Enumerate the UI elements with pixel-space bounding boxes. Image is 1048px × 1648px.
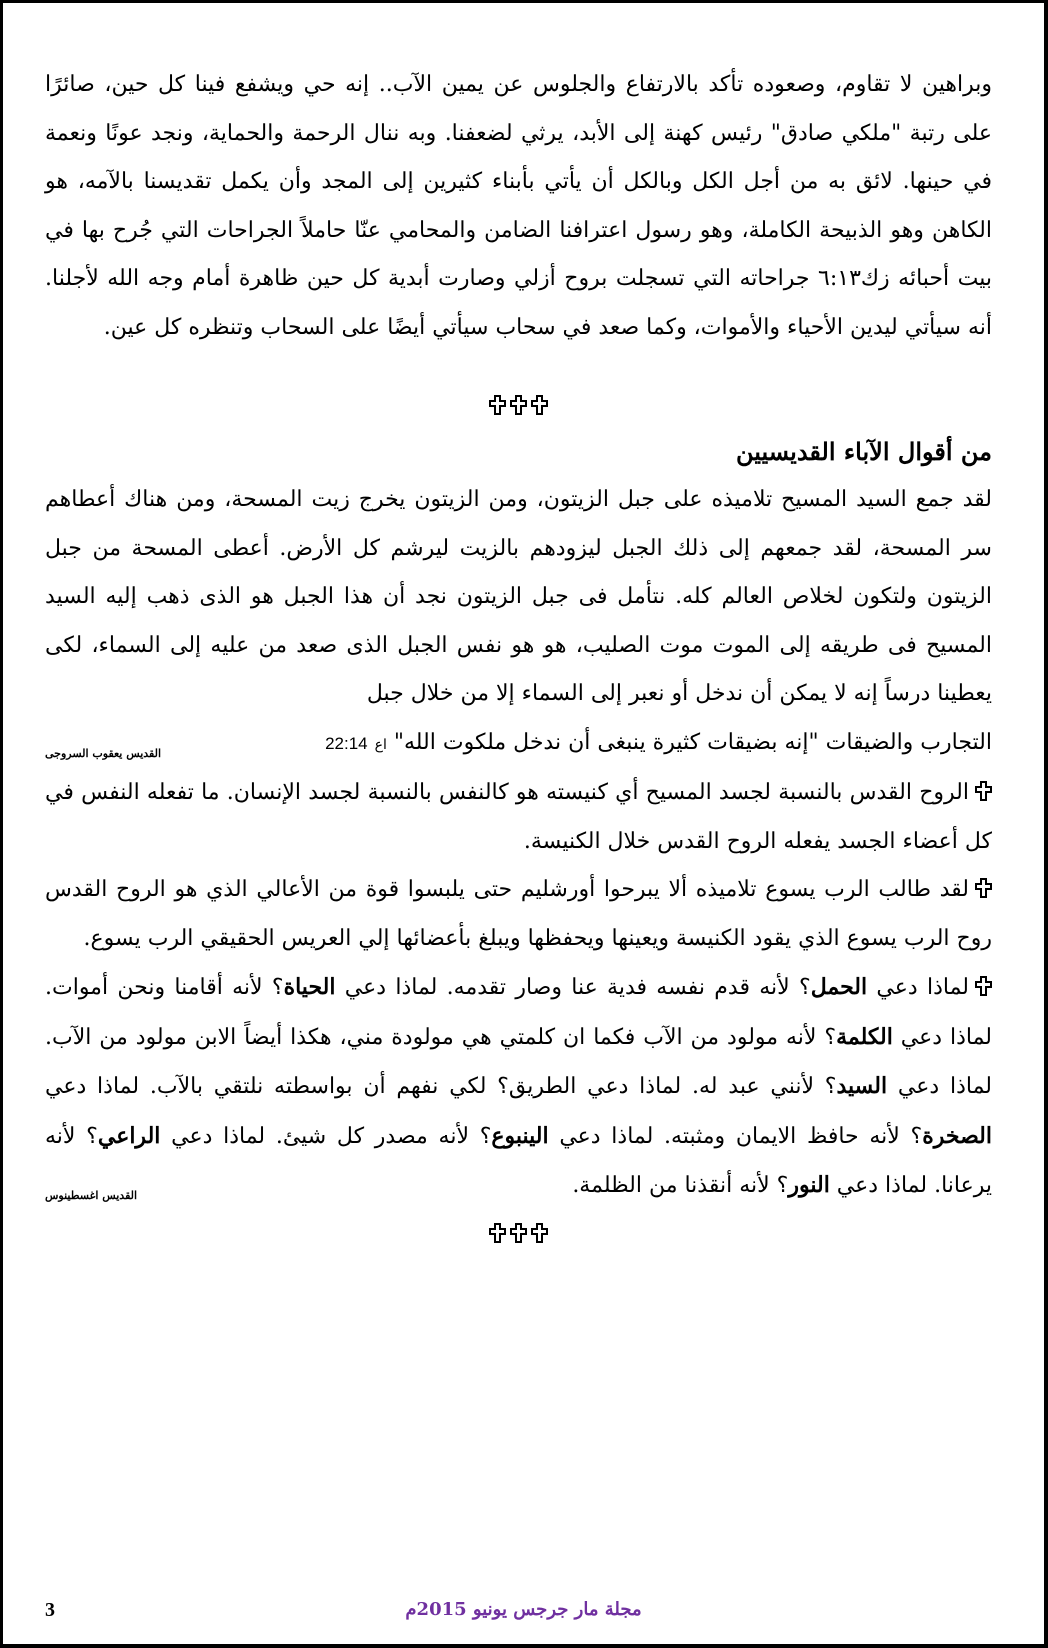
quote-jerusalem-text: لقد طالب الرب يسوع تلاميذه ألا يبرحوا أورشليم حتى يلبسوا قوة من الأعالي الذي هو الروح القدس روح الرب يسوع الذي يقود الكنيسة ويعينها ويحفظها ويبلغ بأعضائها إلي العريس الحقيقي الرب يسوع.	[45, 877, 992, 951]
quote-segment: ؟ لأنه أقامنا ونحن أموات. لماذا دعي	[45, 975, 992, 1050]
page-number: 3	[45, 1599, 55, 1621]
quote-sarugi	[45, 476, 992, 719]
quote-holy-spirit-body-text: الروح القدس بالنسبة لجسد المسيح أي كنيسته هو كالنفس بالنسبة لجسد الإنسان. ما تفعله النفس في كل أعضاء الجسد يفعله الروح القدس خلال الكنيسة.	[45, 780, 992, 854]
cross-icon	[531, 1223, 548, 1243]
quote-names-of-christ	[45, 963, 992, 1211]
attribution-augustine: القديس اغسطينوس	[45, 1188, 138, 1202]
quote-segment: ؟ لأنه مولود من الآب فكما ان كلمتي هي مولودة مني، هكذا أيضاً الابن مولود من الآب. لماذا دعي	[45, 1024, 992, 1099]
quote-segment: ؟ لأنه يرعانا. لماذا دعي	[45, 1123, 992, 1198]
keyword-title: الحياة	[283, 974, 336, 1000]
quote-sarugi-last-text: التجارب والضيقات "إنه بضيقات كثيرة ينبغى أن ندخل ملكوت الله"	[393, 729, 992, 755]
cross-icon	[510, 395, 527, 415]
quote-segment: ؟ لأنني عبد له. لماذا دعي الطريق؟ لكي نفهم أن بواسطته نلتقي بالآب. لماذا دعي	[45, 1074, 837, 1099]
cross-bullet-icon	[975, 781, 992, 801]
quote-segment: ؟ لأنه أنقذنا من الظلمة.	[572, 1173, 789, 1198]
quote-segment: لماذا دعي	[867, 975, 969, 1000]
cross-bullet-icon	[975, 878, 992, 898]
quote-jerusalem	[45, 866, 992, 963]
keyword-title: السيد	[836, 1073, 888, 1099]
page-footer	[3, 1599, 1044, 1629]
keyword-title: الحمل	[810, 974, 868, 1000]
quote-sarugi-last-line	[45, 719, 992, 770]
keyword-title: الكلمة	[836, 1023, 893, 1050]
quote-segment: ؟ لأنه مصدر كل شيئ. لماذا دعي	[160, 1123, 492, 1149]
scripture-book: اع	[374, 736, 387, 753]
attribution-sarugi: القديس يعقوب السروجى	[45, 747, 162, 760]
intro-paragraph: وبراهين لا تقاوم، وصعوده تأكد بالارتفاع والجلوس عن يمين الآب.. إنه حي ويشفع فينا كل حين، صائرًا على رتبة "ملكي صادق" رئيس كهنة إلى الأبد، يرثي لضعفنا. وبه ننال الرحمة والحماية، ونجد عونًا ونعمة في حينها. لائق به من أجل الكل وبالكل أن يأتي بأبناء كثيرين إلى المجد وأن يكمل تقديسنا بالآمه، هو الكاهن وهو الذبيحة الكاملة، وهو رسول اعترافنا الضامن والمحامي عنّا حاملاً الجراحات التي جُرح بها في بيت أحبائه زك٦:١٣ جراحاته التي تسجلت بروح أزلي وصارت أبدية كل حين ظاهرة أمام وجه الله لأجلنا. أنه سيأتي ليدين الأحياء والأموات، وكما صعد في سحاب سيأتي أيضًا على السحاب وتنظره كل عين.	[45, 72, 992, 340]
quote-segment: ؟ لأنه حافظ الايمان ومثبته. لماذا دعي	[548, 1123, 923, 1149]
quote-holy-spirit-body	[45, 769, 992, 866]
cross-separator-top	[45, 380, 992, 428]
keyword-title: الينبوع	[491, 1122, 549, 1149]
keyword-title: النور	[788, 1172, 830, 1198]
section-title: من أقوال الآباء القديسيين	[735, 437, 992, 466]
page-content	[45, 61, 992, 1255]
quote-segment: ؟ لأنه قدم نفسه فدية عنا وصار تقدمه. لماذا دعي	[335, 975, 811, 1000]
magazine-title: مجلة مار جرجس يونيو 2015م	[405, 1599, 642, 1620]
cross-separator-bottom	[45, 1211, 992, 1255]
keyword-title: الصخرة	[922, 1122, 992, 1149]
quote-sarugi-text: لقد جمع السيد المسيح تلاميذه على جبل الزيتون، ومن الزيتون يخرج زيت المسحة، ومن هناك أعطاهم سر المسحة، لقد جمعهم إلى ذلك الجبل ليزودهم بالزيت ليرشم كل الأرض. أعطى المسحة من جبل الزيتون ولتكون لخلاص العالم كله. نتأمل فى جبل الزيتون نجد أن هذا الجبل هو الذى ذهب إليه السيد المسيح فى طريقه إلى الموت موت الصليب، هو هو نفس الجبل الذى صعد من عليه إلى السماء، لكى يعطينا درساً إنه لا يمكن أن ندخل أو نعبر إلى السماء إلا من خلال جبل	[45, 487, 992, 706]
cross-icon	[489, 1223, 506, 1243]
cross-icon	[489, 395, 506, 415]
scripture-reference: 22:14	[325, 733, 368, 753]
cross-icon	[531, 395, 548, 415]
cross-bullet-icon	[975, 976, 992, 996]
cross-icon	[510, 1223, 527, 1243]
quote-names-of-christ-text	[45, 975, 992, 1198]
keyword-title: الراعي	[97, 1122, 161, 1149]
